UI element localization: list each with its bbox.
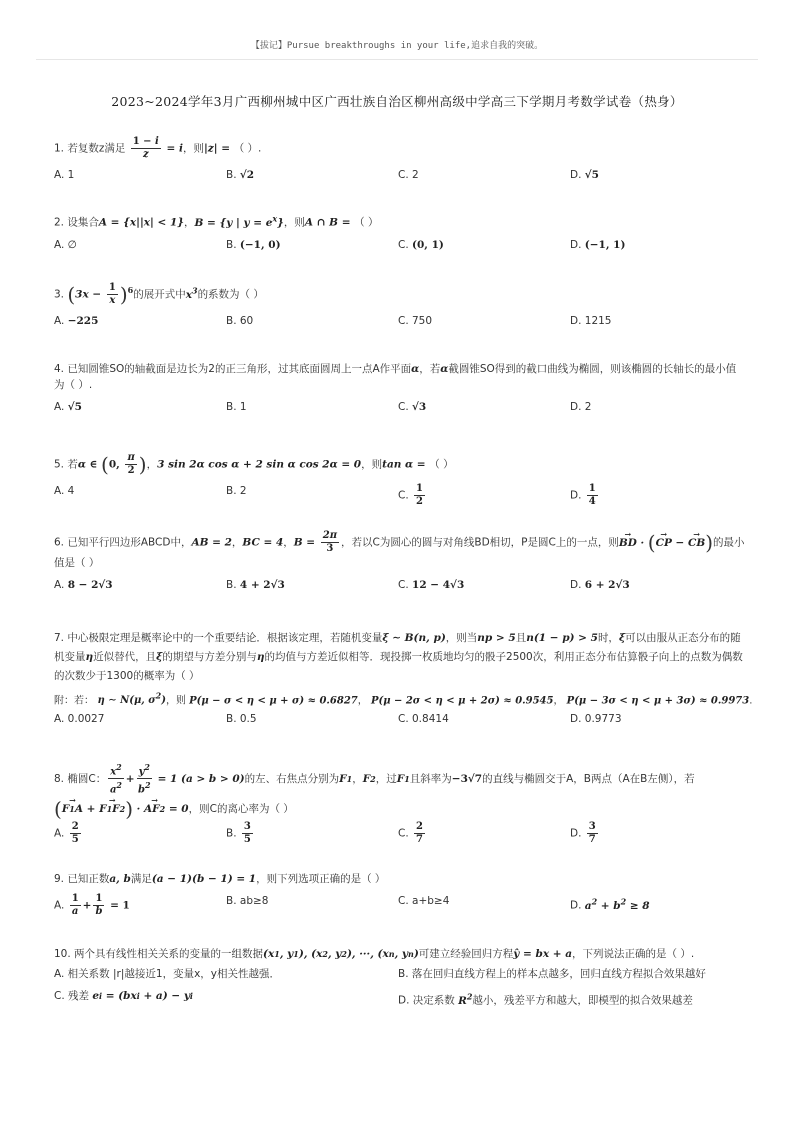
option-b: B. √2 (226, 169, 255, 181)
question-8: 8. 椭圆C： $\frac{x^2}{a^2}$ + $\frac{y^2}{b^2}$ = 1 (a > b > 0)的左、右焦点分别为F1，F2，过F1且斜率为−3√7的直线与椭圆交于A，B两点（A在B左侧），若 (→ F1A + → F1F2) · → AF2 = 0，则C的离心率为（ ） A. $\frac{2}{5}$ B. $\frac{3}{5}$ C. $\frac{2}{7}$ D. $\frac{3}{7}$ (54, 761, 744, 849)
options (54, 821, 744, 849)
option-a: A. 1 (54, 169, 75, 181)
options (54, 237, 744, 259)
options (54, 577, 744, 599)
option-c: C. a+b≥4 (398, 895, 450, 907)
question-stem: 3. (3x − $\frac{1}{x}$ )$^6$的展开式中$x^3$的系数为（ ） (54, 282, 264, 307)
option-c: C. (0, 1) (398, 238, 444, 251)
option-a: A. 4 (54, 485, 75, 497)
option-d: D. 决定系数 $R^2$越小，残差平方和越大，即模型的拟合效果越差 (398, 991, 693, 1007)
option-c: C. 0.8414 (398, 713, 449, 726)
options (54, 313, 744, 335)
option-d: D. $a^2 + b^2 \ge 8$ (570, 896, 650, 912)
question-stem: 4. 已知圆锥SO的轴截面是边长为2的正三角形，过其底面圆周上一点A作平面α，若α截圆锥SO得到的截口曲线为椭圆，则该椭圆的长轴长的最小值为（ ）. (54, 363, 737, 391)
option-c: C. 750 (398, 315, 433, 327)
option-b: B. 2 (226, 485, 247, 497)
option-a: A. −225 (54, 315, 99, 327)
question-10 (54, 946, 744, 1006)
option-b: B. 0.5 (226, 713, 257, 726)
question-stem: 7. 中心极限定理是概率论中的一个重要结论．根据该定理，若随机变量ξ ∼ B(n, p)，则当np > 5且n(1 − p) > 5时，ξ可以由服从正态分布的随机变量η近似替代，且ξ的期望与方差分别与η的均值与方差近似相等．现投掷一枚质地均匀的骰子2500次，利用正态分布估算骰子向上的点数为偶数的次数少于1300的概率为（ ） (54, 632, 743, 682)
option-b: B. 4 + 2√3 (226, 579, 285, 591)
page-title: 2023~2024学年3月广西柳州城中区广西壮族自治区柳州高级中学高三下学期月考数学试卷（热身） (111, 94, 683, 109)
option-d: D. $\frac{3}{7}$ (570, 820, 596, 845)
option-c: C. $\frac{1}{2}$ (398, 483, 423, 507)
option-d: D. (−1, 1) (570, 238, 626, 251)
question-stem: 1. 若复数z满足 $\frac{1 - i}{z}$ = i，则|z| = （ ）. (54, 136, 262, 160)
option-b: B. 60 (226, 315, 254, 327)
question-5 (54, 452, 744, 509)
question-2 (54, 210, 744, 259)
option-d: D. 6 + 2√3 (570, 579, 630, 591)
question-9 (54, 871, 744, 919)
option-a: A. 相关系数 |r|越接近1，变量x，y相关性越强． (54, 968, 281, 980)
options (54, 167, 744, 189)
option-a: A. √5 (54, 401, 82, 413)
question-stem: 8. 椭圆C： $\frac{x^2}{a^2}$ + $\frac{y^2}{b^2}$ = 1 (a > b > 0)的左、右焦点分别为F1，F2，过F1且斜率为−3√7的直线与椭圆交于A，B两点（A在B左侧），若 (54, 762, 695, 796)
options (54, 483, 744, 509)
header-divider (36, 59, 758, 60)
question-stem: 5. 若α ∈ (0, $\frac{\pi}{2}$ )，3 sin 2α cos α + 2 sin α cos 2α = 0，则tan α = （ ） (54, 452, 454, 477)
option-d: D. $\frac{1}{4}$ (570, 483, 596, 507)
question-4 (54, 361, 744, 421)
options (54, 966, 744, 984)
option-b: B. $\frac{3}{5}$ (226, 820, 251, 845)
option-c: C. √3 (398, 401, 427, 413)
option-a: A. ∅ (54, 238, 77, 251)
option-d: D. 0.9773 (570, 713, 622, 726)
option-d: D. √5 (570, 169, 599, 181)
question-stem: 2. 设集合A = {x||x| < 1}，B = {y | $y = e^x$}，则A ∩ B = （ ） (54, 213, 379, 229)
options (54, 988, 744, 1006)
header-note: 【拔记】Pursue breakthroughs in your life,追求自我的突破。 (250, 41, 544, 51)
question-3 (54, 282, 744, 335)
question-6: 6. 已知平行四边形ABCD中，AB = 2，BC = 4，B = $\frac{2\pi}{3}$ ，若以C为圆心的圆与对角线BD相切，P是圆C上的一点，则→ BD · (→ CP − → CB)的最小 值是（ ） A. 8 − 2√3 B. 4 + 2√3 C. 12 − 4√3 D. 6 + 2√3 (54, 530, 744, 599)
option-a: A. $\frac{1}{a}$ + $\frac{1}{b}$ = 1 (54, 893, 130, 917)
option-c: C. 12 − 4√3 (398, 579, 465, 591)
option-b: B. 1 (226, 401, 247, 413)
question-note: 附：若： η ∼ N(μ, $\sigma^2$)，则 P(μ − σ < η < μ + σ) ≈ 0.6827， P(μ − 2σ < η < μ + 2σ) ≈ 0.9545， P(μ − 3σ < η < μ + 3σ) ≈ 0.9973. (54, 691, 753, 707)
question-stem: 10. 两个具有线性相关关系的变量的一组数据(x1, y1), (x2, y2), ···, (xn, yn)可建立经验回归方程ŷ = bx + a，下列说法正确的是（ ）. (54, 948, 695, 960)
question-stem: 6. 已知平行四边形ABCD中，AB = 2，BC = 4，B = $\frac{2\pi}{3}$ ，若以C为圆心的圆与对角线BD相切，P是圆C上的一点，则→ BD · (→ CP − → CB)的最小 (54, 530, 744, 555)
option-a: A. 0.0027 (54, 713, 105, 726)
option-d: D. 1215 (570, 315, 612, 327)
option-c: C. $\frac{2}{7}$ (398, 820, 423, 845)
option-b: B. 落在回归直线方程上的样本点越多，回归直线方程拟合效果越好 (398, 968, 706, 980)
question-1 (54, 136, 744, 189)
option-c: C. 残差 ei = (bxi + a) − yi (54, 990, 193, 1002)
option-a: A. 8 − 2√3 (54, 579, 113, 591)
options (54, 711, 744, 733)
option-b: B. (−1, 0) (226, 238, 281, 251)
question-stem: 9. 已知正数a, b满足(a − 1)(b − 1) = 1，则下列选项正确的是（ ） (54, 873, 386, 885)
question-7 (54, 629, 753, 733)
option-a: A. $\frac{2}{5}$ (54, 820, 79, 845)
options (54, 893, 744, 919)
options (54, 399, 744, 421)
option-c: C. 2 (398, 169, 419, 181)
option-d: D. 2 (570, 401, 592, 413)
option-b: B. ab≥8 (226, 895, 269, 907)
